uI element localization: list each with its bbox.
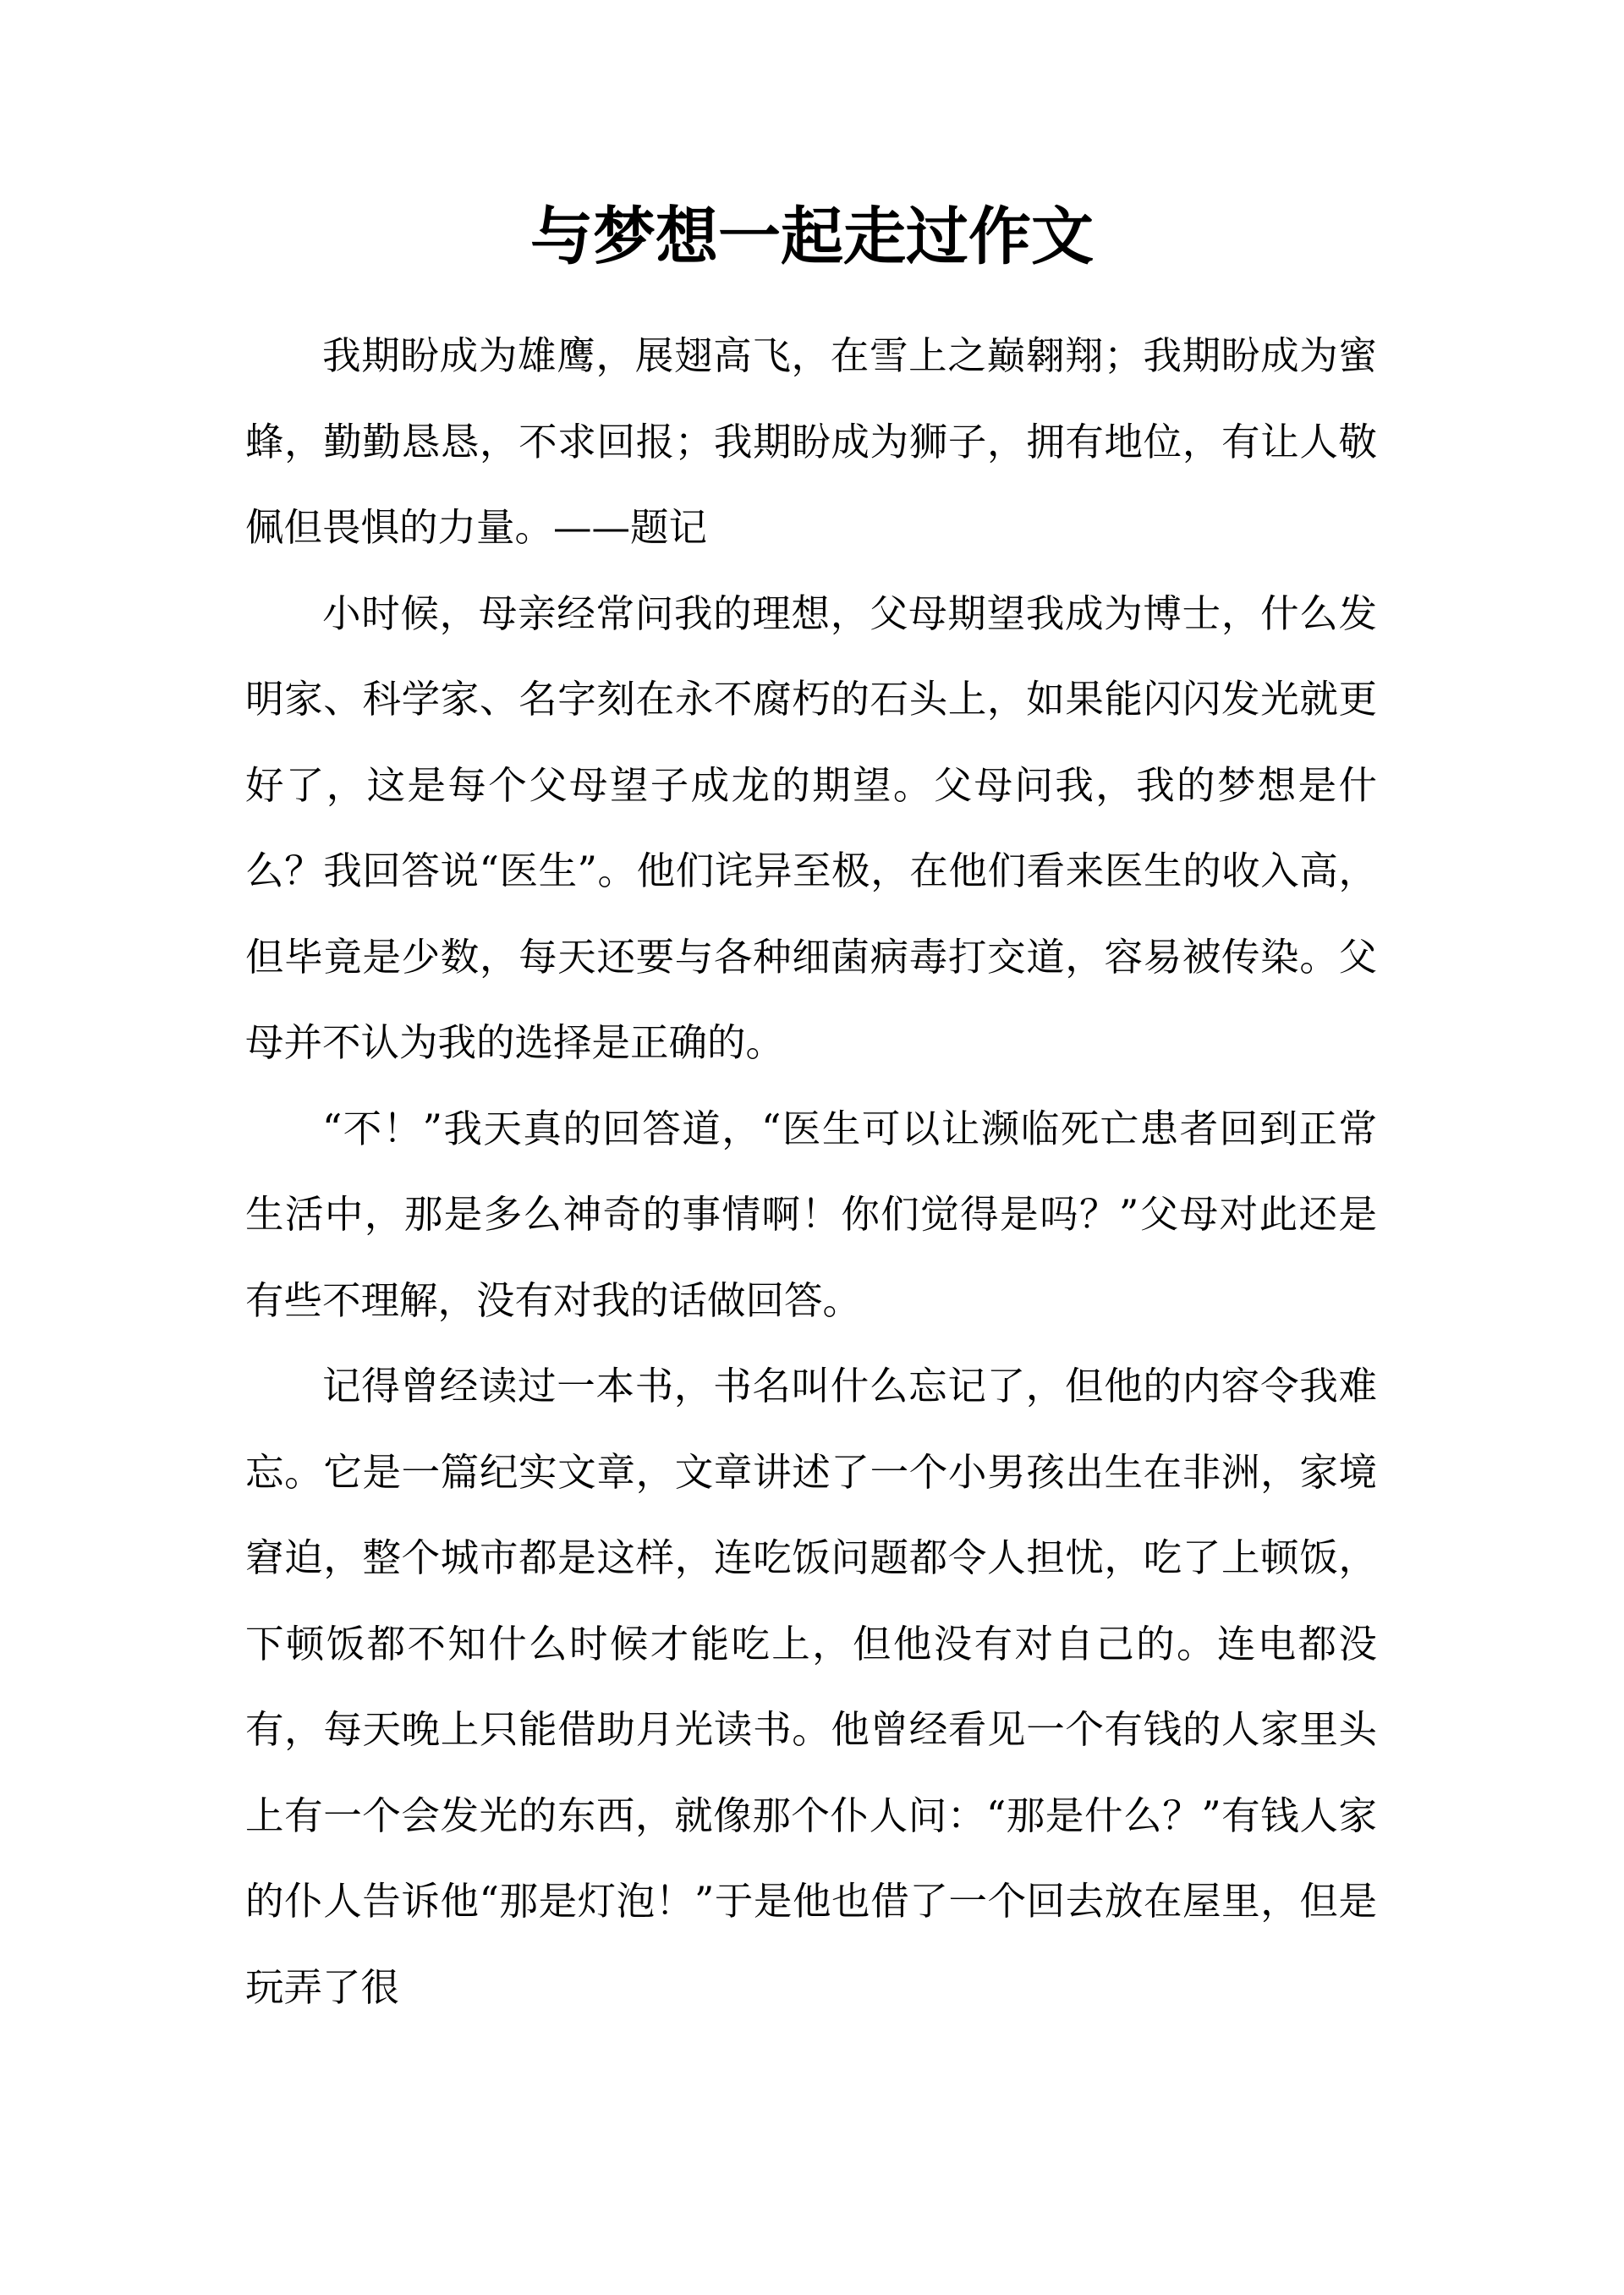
paragraph-reply: “不！”我天真的回答道，“医生可以让濒临死亡患者回到正常生活中，那是多么神奇的事情啊！你们觉得是吗？”父母对此还是有些不理解，没有对我的话做回答。 [245,1106,1377,1323]
paragraph-epigraph: 我期盼成为雄鹰，展翅高飞，在雪上之巅翱翔；我期盼成为蜜蜂，勤勤恳恳，不求回报；我期盼成为狮子，拥有地位，有让人敬佩但畏惧的力量。——题记 [245,333,1377,550]
paragraph-book-memory: 记得曾经读过一本书，书名叫什么忘记了，但他的内容令我难忘。它是一篇纪实文章，文章讲述了一个小男孩出生在非洲，家境窘迫，整个城市都是这样，连吃饭问题都令人担忧，吃了上顿饭，下顿饭都不知什么时候才能吃上，但他没有对自己的。连电都没有，每天晚上只能借助月光读书。他曾经看见一个有钱的人家里头上有一个会发光的东西，就像那个仆人问：“那是什么？”有钱人家的仆人告诉他“那是灯泡！”于是他也借了一个回去放在屋里，但是玩弄了很 [245,1364,1377,2010]
document-title: 与梦想一起走过作文 [530,200,1094,273]
paragraph-childhood: 小时候，母亲经常问我的理想，父母期望我成为博士，什么发明家、科学家、名字刻在永不腐朽的石头上，如果能闪闪发光就更好了，这是每个父母望子成龙的期望。父母问我，我的梦想是什么？我回答说“医生”。他们诧异至极，在他们看来医生的收入高，但毕竟是少数，每天还要与各种细菌病毒打交道，容易被传染。父母并不认为我的选择是正确的。 [245,590,1377,1065]
document-body [245,313,1377,2030]
